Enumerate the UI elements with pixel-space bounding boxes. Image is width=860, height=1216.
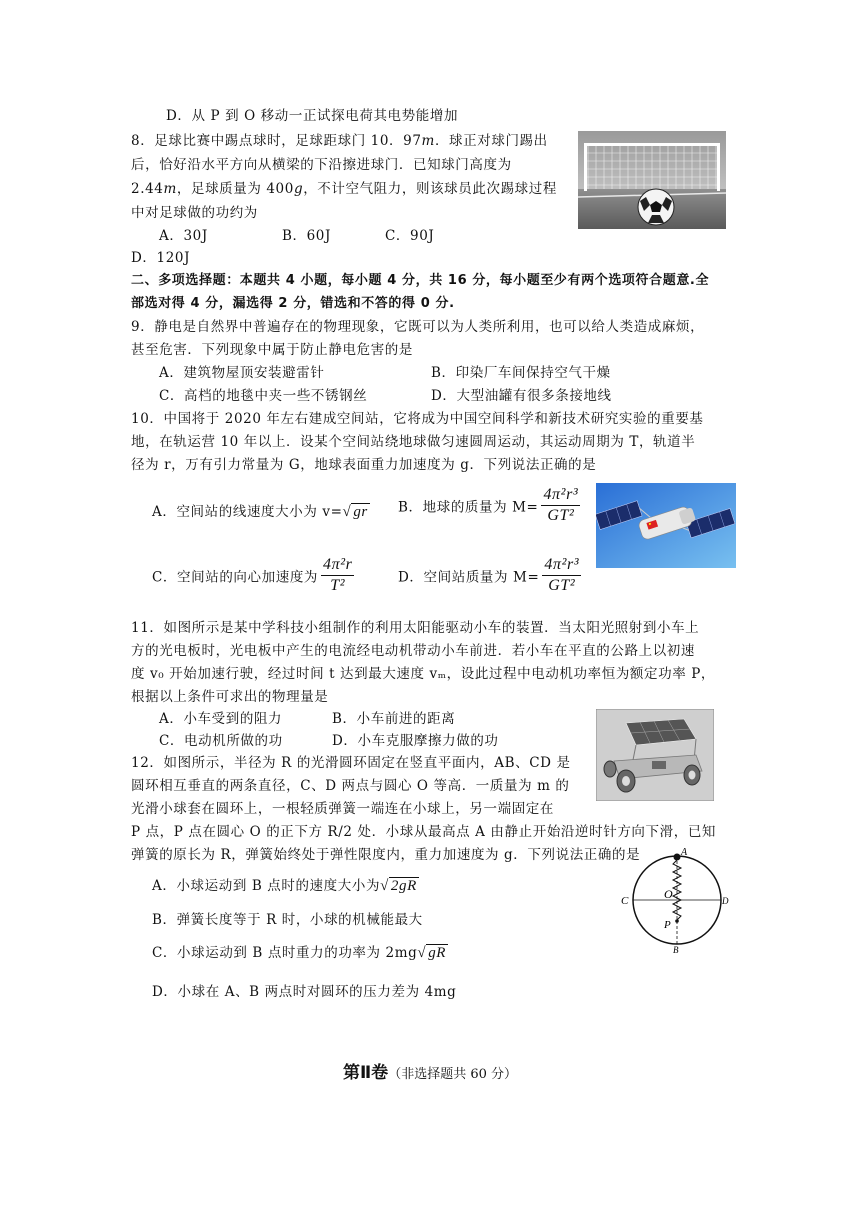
q12-option-d: D．小球在 A、B 两点时对圆环的压力差为 4mg xyxy=(152,984,457,1000)
q10-option-c: C．空间站的向心加速度为 $\frac{\text{4π²r}}{\text{T²}}$ xyxy=(152,556,353,594)
label-d: D xyxy=(722,896,729,906)
q11-line-1: 11．如图所示是某中学科技小组制作的利用太阳能驱动小车的装置．当太阳光照射到小车上 xyxy=(131,620,700,636)
q10-option-d: D．空间站质量为 M= $\frac{\text{4π²r³}}{\text{GT²}}$ xyxy=(398,556,580,594)
q8-line-4: 中对足球做的功约为 xyxy=(131,205,258,221)
q10-option-b: B．地球的质量为 M= $\frac{\text{4π²r³}}{\text{GT²}}$ xyxy=(398,486,579,524)
q11-option-d: D．小车克服摩擦力做的功 xyxy=(332,733,499,749)
q8-line-2: 后，恰好沿水平方向从横梁的下沿擦进球门．已知球门高度为 xyxy=(131,157,512,173)
solar-car-image xyxy=(596,709,714,801)
q9-option-a: A．建筑物屋顶安装避雷针 xyxy=(159,365,325,381)
space-station-image xyxy=(596,483,736,568)
q9-line-2: 甚至危害．下列现象中属于防止静电危害的是 xyxy=(131,342,413,358)
label-p: P xyxy=(664,919,671,931)
q12-option-c: C．小球运动到 B 点时重力的功率为 2mg√ gR xyxy=(152,945,447,961)
q11-line-2: 方的光电板时，光电板中产生的电流经电动机带动小车前进．若小车在平直的公路上以初速 xyxy=(131,643,695,659)
q11-option-c: C．电动机所做的功 xyxy=(159,733,283,749)
q8-option-c: C．90J xyxy=(385,228,435,244)
q11-line-3: 度 v₀ 开始加速行驶，经过时间 t 达到最大速度 vₘ，设此过程中电动机功率恒为额定功率 P， xyxy=(131,666,715,682)
q12-option-b: B．弹簧长度等于 R 时，小球的机械能最大 xyxy=(152,912,423,928)
q12-option-a: A．小球运动到 B 点时的速度大小为√ 2gR xyxy=(152,878,417,894)
q8-line-3: 2.44m，足球质量为 400g，不计空气阻力，则该球员此次踢球过程 xyxy=(131,181,557,197)
q9-line-1: 9．静电是自然界中普遍存在的物理现象，它既可以为人类所利用，也可以给人类造成麻烦， xyxy=(131,319,705,335)
q9-option-d: D．大型油罐有很多条接地线 xyxy=(431,388,612,404)
label-b: B xyxy=(673,945,679,954)
q12-line-2: 圆环相互垂直的两条直径，C、D 两点与圆心 O 等高．一质量为 m 的 xyxy=(131,778,570,794)
label-a: A xyxy=(681,847,688,858)
part2-title-sub: （非选择题共 60 分） xyxy=(388,1067,517,1082)
q9-option-c: C．高档的地毯中夹一些不锈钢丝 xyxy=(159,388,368,404)
q8-option-b: B．60J xyxy=(282,228,332,244)
ring-spring-diagram xyxy=(618,842,736,954)
section2-heading-line-1: 二、多项选择题：本题共 4 小题，每小题 4 分，共 16 分，每小题至少有两个选项符合题意.全 xyxy=(131,273,710,288)
label-c: C xyxy=(621,895,629,907)
q8-option-d: D．120J xyxy=(131,250,191,266)
q12-line-5: 弹簧的原长为 R，弹簧始终处于弹性限度内，重力加速度为 g．下列说法正确的是 xyxy=(131,847,641,863)
q11-line-4: 根据以上条件可求出的物理量是 xyxy=(131,689,329,705)
part2-title xyxy=(0,1058,860,1083)
q9-option-b: B．印染厂车间保持空气干燥 xyxy=(431,365,611,381)
q10-line-2: 地，在轨运营 10 年以上．设某个空间站绕地球做匀速圆周运动，其运动周期为 T，轨道半 xyxy=(131,434,696,450)
q10-line-3: 径为 r，万有引力常量为 G，地球表面重力加速度为 g．下列说法正确的是 xyxy=(131,457,597,473)
q10-line-1: 10．中国将于 2020 年左右建成空间站，它将成为中国空间科学和新技术研究实验的重要基 xyxy=(131,411,704,427)
q12-line-1: 12．如图所示，半径为 R 的光滑圆环固定在竖直平面内，AB、CD 是 xyxy=(131,755,571,771)
label-o: O xyxy=(664,887,673,901)
q8-line-1: 8．足球比赛中踢点球时，足球距球门 10．97m．球正对球门踢出 xyxy=(131,133,548,149)
q11-option-a: A．小车受到的阻力 xyxy=(159,711,283,727)
section2-heading-line-2: 部选对得 4 分，漏选得 2 分，错选和不答的得 0 分. xyxy=(131,296,455,311)
q11-option-b: B．小车前进的距离 xyxy=(332,711,456,727)
q8-option-a: A．30J xyxy=(159,228,208,244)
q12-line-3: 光滑小球套在圆环上，一根轻质弹簧一端连在小球上，另一端固定在 xyxy=(131,801,554,817)
q10-option-a: A．空间站的线速度大小为 v=√ gr xyxy=(152,504,368,520)
part2-title-main: 第Ⅱ卷 xyxy=(342,1063,389,1083)
q12-line-4: P 点，P 点在圆心 O 的正下方 R/2 处．小球从最高点 A 由静止开始沿逆时针方向下滑，已知 xyxy=(131,824,717,840)
soccer-goal-image xyxy=(578,131,726,229)
q7-option-d: D．从 P 到 O 移动一正试探电荷其电势能增加 xyxy=(166,108,459,124)
